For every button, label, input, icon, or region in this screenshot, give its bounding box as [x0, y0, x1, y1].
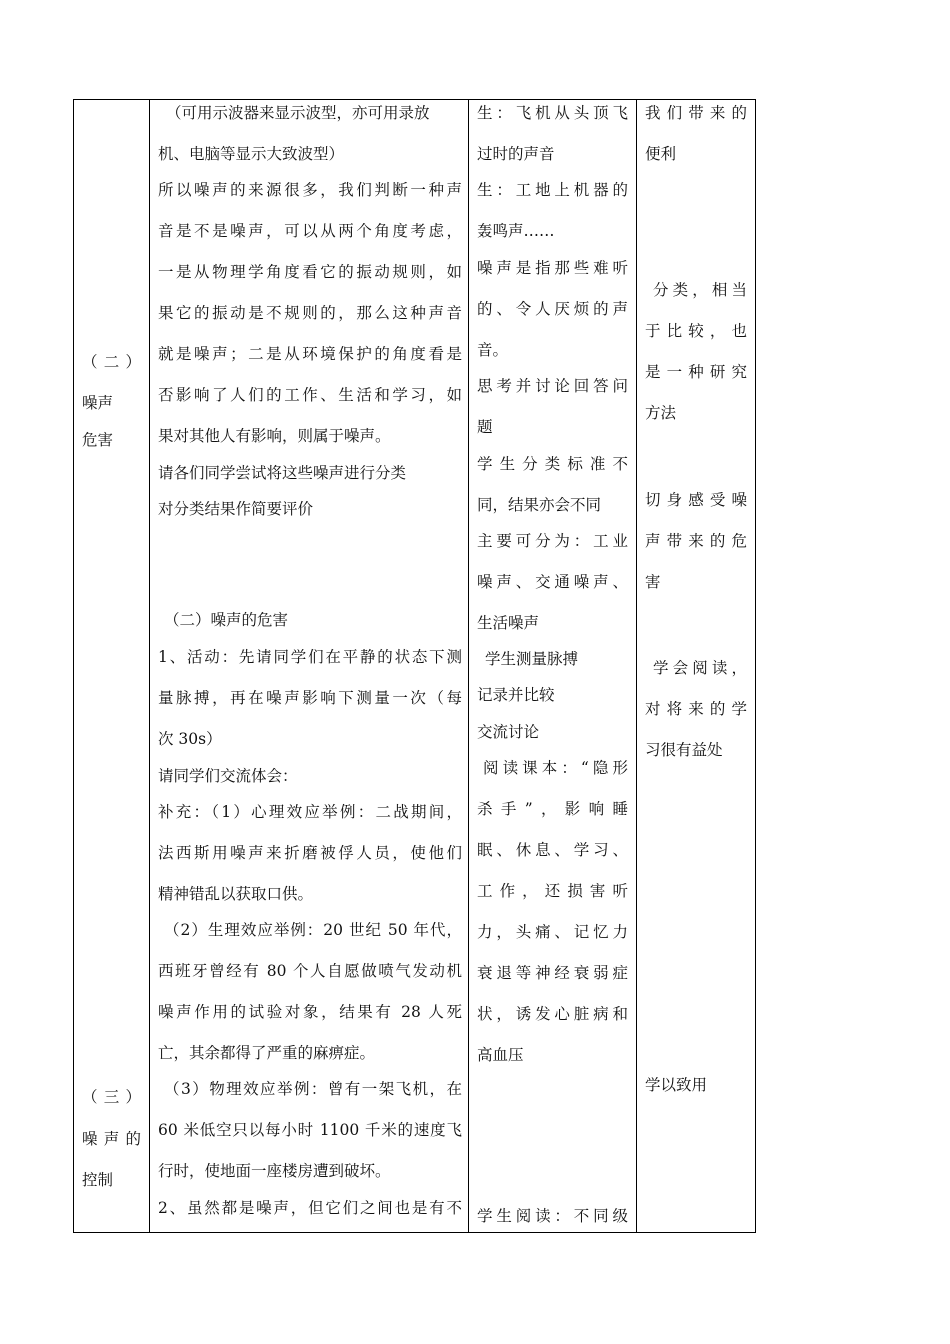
text-line: 学会阅读， [653, 659, 747, 677]
text-line: 分类，相当 [653, 281, 747, 299]
text-line: 学生分类标准不 [477, 455, 628, 473]
text-line: 杀手”，影响睡 [477, 800, 628, 818]
text-line: 60 米低空只以每小时 1100 千米的速度飞 [158, 1121, 462, 1139]
text-line: 便利 [645, 145, 677, 163]
text-line: （可用示波器来显示波型，亦可用录放 [166, 104, 430, 122]
text-line: 请同学们交流体会： [158, 767, 298, 785]
text-line: 学生测量脉搏 [485, 650, 579, 668]
text-line: 音是不是噪声，可以从两个角度考虑， [158, 222, 462, 240]
section-2-title-line1: 噪声 [82, 394, 114, 412]
text-line: 2、虽然都是噪声，但它们之间也是有不 [158, 1199, 462, 1217]
text-line: 果它的振动是不规则的，那么这种声音 [158, 304, 462, 322]
text-line: 题 [477, 418, 493, 436]
text-line: 方法 [645, 404, 677, 422]
text-line: 请各们同学尝试将这些噪声进行分类 [158, 464, 407, 482]
text-line: 高血压 [477, 1046, 524, 1064]
text-line: 切身感受噪 [645, 491, 747, 509]
text-line: 精神错乱以获取口供。 [158, 885, 314, 903]
text-line: 西班牙曾经有 80 个人自愿做喷气发动机 [158, 962, 462, 980]
text-line: 一是从物理学角度看它的振动规则，如 [158, 263, 462, 281]
section-2-title-line2: 危害 [82, 431, 114, 449]
text-line: 状，诱发心脏病和 [477, 1005, 628, 1023]
text-line: 记录并比较 [477, 686, 555, 704]
text-line: 害 [645, 573, 661, 591]
text-line: 法西斯用噪声来折磨被俘人员，使他们 [158, 844, 462, 862]
text-line: 主要可分为：工业 [477, 532, 628, 550]
text-line: 生：飞机从头顶飞 [477, 104, 628, 122]
teacher-activity-column [150, 100, 469, 1233]
section-column [74, 100, 150, 1233]
design-intent-column [637, 100, 756, 1233]
text-line: 于比较，也 [645, 322, 747, 340]
text-line: 交流讨论 [477, 723, 540, 741]
text-line: 行时，使地面一座楼房遭到破坏。 [158, 1162, 391, 1180]
text-line: 音。 [477, 341, 509, 359]
text-line: 对将来的学 [645, 700, 747, 718]
lesson-plan-table [73, 99, 756, 1233]
text-line: 学以致用 [645, 1076, 708, 1094]
text-line: 阅读课本：“隐形 [483, 759, 628, 777]
text-line: 噪声作用的试验对象，结果有 28 人死 [158, 1003, 462, 1021]
text-line: 思考并讨论回答问 [477, 377, 628, 395]
text-line: 生：工地上机器的 [477, 181, 628, 199]
text-line: 过时的声音 [477, 145, 555, 163]
text-line: 量脉搏，再在噪声影响下测量一次（每 [158, 689, 462, 707]
text-line: 1、活动：先请同学们在平静的状态下测 [158, 648, 462, 666]
text-line: （3）物理效应举例：曾有一架飞机，在 [164, 1080, 462, 1098]
section-2-number: （二） [82, 353, 141, 371]
text-line: 就是噪声；二是从环境保护的角度看是 [158, 345, 462, 363]
text-line: 是一种研究 [645, 363, 747, 381]
text-line: 生活噪声 [477, 614, 540, 632]
text-line: 所以噪声的来源很多，我们判断一种声 [158, 181, 462, 199]
section-3-title-line2: 控制 [82, 1171, 114, 1189]
table-row [74, 100, 756, 1233]
section-3-title-line1: 噪声的 [82, 1130, 141, 1148]
text-line: 否影响了人们的工作、生活和学习，如 [158, 386, 462, 404]
text-line: 声带来的危 [645, 532, 747, 550]
text-line: 次 30s） [158, 730, 222, 748]
text-line: 噪声是指那些难听 [477, 259, 628, 277]
text-line: 同，结果亦会不同 [477, 496, 602, 514]
section-3-number: （三） [82, 1088, 141, 1106]
text-line: 的、令人厌烦的声 [477, 300, 628, 318]
text-line: 补充：（1）心理效应举例：二战期间， [158, 803, 462, 821]
text-line: （2）生理效应举例：20 世纪 50 年代， [164, 921, 462, 939]
text-line: 果对其他人有影响，则属于噪声。 [158, 427, 391, 445]
text-line: 工作，还损害听 [477, 882, 628, 900]
student-activity-column [469, 100, 637, 1233]
text-line: 噪声、交通噪声、 [477, 573, 628, 591]
text-line: （二）噪声的危害 [164, 611, 289, 629]
text-line: 对分类结果作简要评价 [158, 500, 314, 518]
text-line: 力，头痛、记忆力 [477, 923, 628, 941]
text-line: 习很有益处 [645, 741, 723, 759]
text-line: 衰退等神经衰弱症 [477, 964, 628, 982]
text-line: 眠、休息、学习、 [477, 841, 628, 859]
text-line: 亡，其余都得了严重的麻痹症。 [158, 1044, 376, 1062]
text-line: 学生阅读：不同级 [477, 1207, 628, 1225]
text-line: 我们带来的 [645, 104, 747, 122]
text-line: 轰鸣声…… [477, 222, 555, 240]
text-line: 机、电脑等显示大致波型） [158, 145, 345, 163]
